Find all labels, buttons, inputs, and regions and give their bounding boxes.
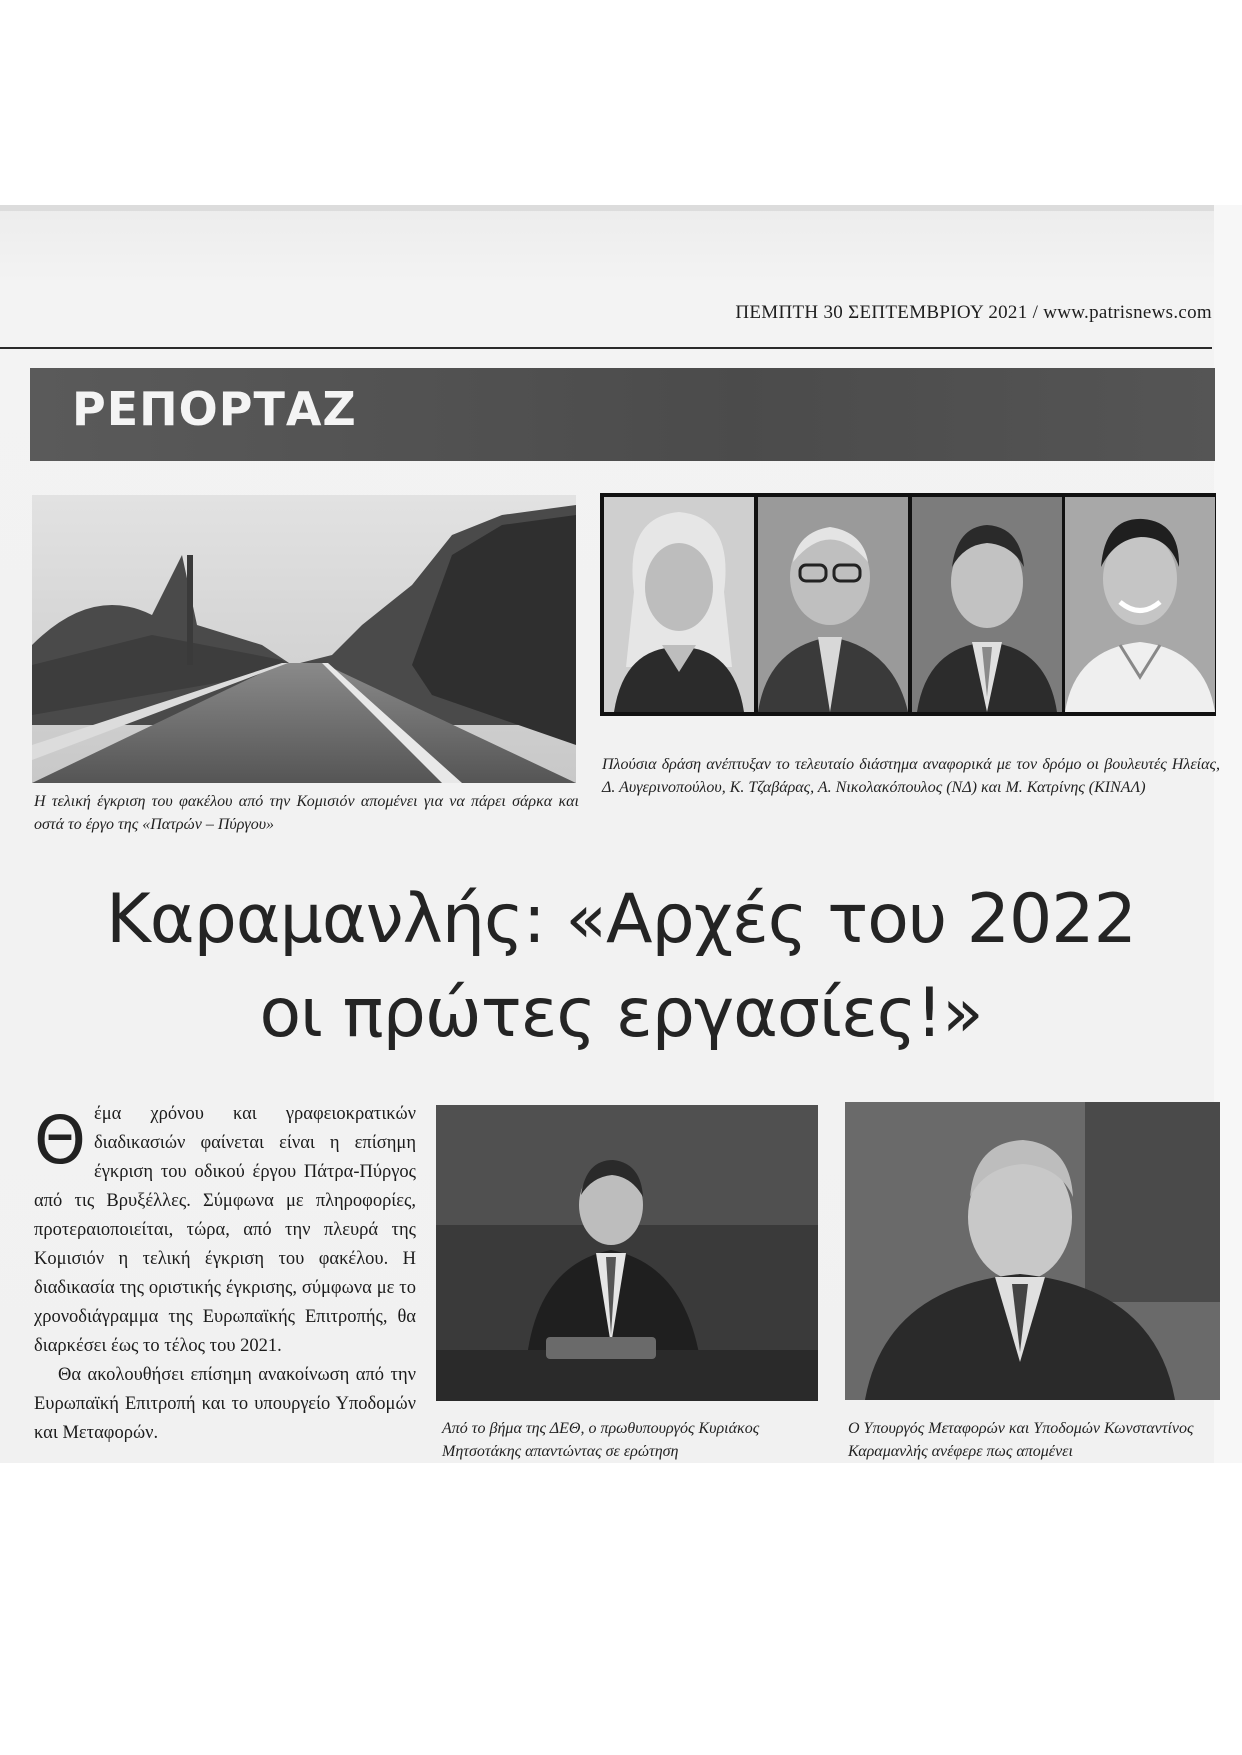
portrait-mp-1 <box>604 497 754 712</box>
dateline: ΠΕΜΠΤΗ 30 ΣΕΠΤΕΜΒΡΙΟΥ 2021 / www.patrisnews.com <box>735 302 1212 323</box>
headline <box>0 873 1242 1061</box>
minister-photo <box>845 1102 1220 1400</box>
article-body <box>34 1100 416 1448</box>
road-photo-caption: Η τελική έγκριση του φακέλου από την Κομισιόν απομένει για να πάρει σάρκα και οστά το έργο της «Πατρών – Πύργου» <box>34 793 579 833</box>
portrait-mp-4 <box>1065 497 1215 712</box>
portrait-mp-2-image <box>758 497 908 712</box>
portrait-mp-1-image <box>604 497 754 712</box>
road-photo-image <box>32 495 576 783</box>
headline-line-1: Καραμανλής: «Αρχές του 2022 <box>106 880 1136 959</box>
section-bar <box>30 368 1215 461</box>
portrait-mp-2 <box>758 497 908 712</box>
minister-photo-caption: Ο Υπουργός Μεταφορών και Υποδομών Κωνσταντίνος Καραμανλής ανέφερε πως απομένει <box>848 1420 1194 1460</box>
portraits-caption: Πλούσια δράση ανέπτυξαν το τελευταίο διάστημα αναφορικά με τον δρόμο οι βουλευτές Ηλείας, Δ. Αυγερινοπούλου, Κ. Τζαβάρας, Α. Νικολακόπουλος (ΝΔ) και Μ. Κατρίνης (ΚΙΝΑΛ) <box>602 756 1220 796</box>
portrait-mp-3 <box>912 497 1062 712</box>
pm-photo <box>436 1105 818 1401</box>
portraits-strip <box>600 493 1216 716</box>
section-label: ΡΕΠΟΡΤΑΖ <box>72 382 357 436</box>
header-rule <box>0 347 1212 349</box>
newspaper-scan <box>0 205 1242 1463</box>
portrait-mp-4-image <box>1065 497 1215 712</box>
article-paragraph-2: Θα ακολουθήσει επίσημη ανακοίνωση από την Ευρωπαϊκή Επιτροπή και το υπουργείο Υποδομών και Μεταφορών. <box>34 1365 416 1443</box>
scan-top-edge <box>0 205 1242 211</box>
article-paragraph-1: έμα χρόνου και γραφειοκρατικών διαδικασιών φαίνεται είναι η επίσημη έγκριση του οδικού έργου Πάτρα-Πύργος από τις Βρυξέλλες. Σύμφωνα με πληροφορίες, προτεραιοποιείται, τώρα, από την πλευρά της Κομισιόν η τελική έγκριση του φακέλου. Η διαδικασία της οριστικής έγκρισης, σύμφωνα με το χρονοδιάγραμμα της Ευρωπαϊκής Επιτροπής, θα διαρκέσει έως το τέλος του 2021. <box>34 1104 416 1356</box>
pm-photo-image <box>436 1105 818 1401</box>
minister-photo-image <box>845 1102 1220 1400</box>
road-photo <box>32 495 576 783</box>
headline-line-2: οι πρώτες εργασίες!» <box>259 974 983 1053</box>
pm-photo-caption: Από το βήμα της ΔΕΘ, ο πρωθυπουργός Κυριάκος Μητσοτάκης απαντώντας σε ερώτηση <box>442 1420 760 1460</box>
portrait-mp-3-image <box>912 497 1062 712</box>
article-dropcap: Θ <box>34 1102 86 1179</box>
